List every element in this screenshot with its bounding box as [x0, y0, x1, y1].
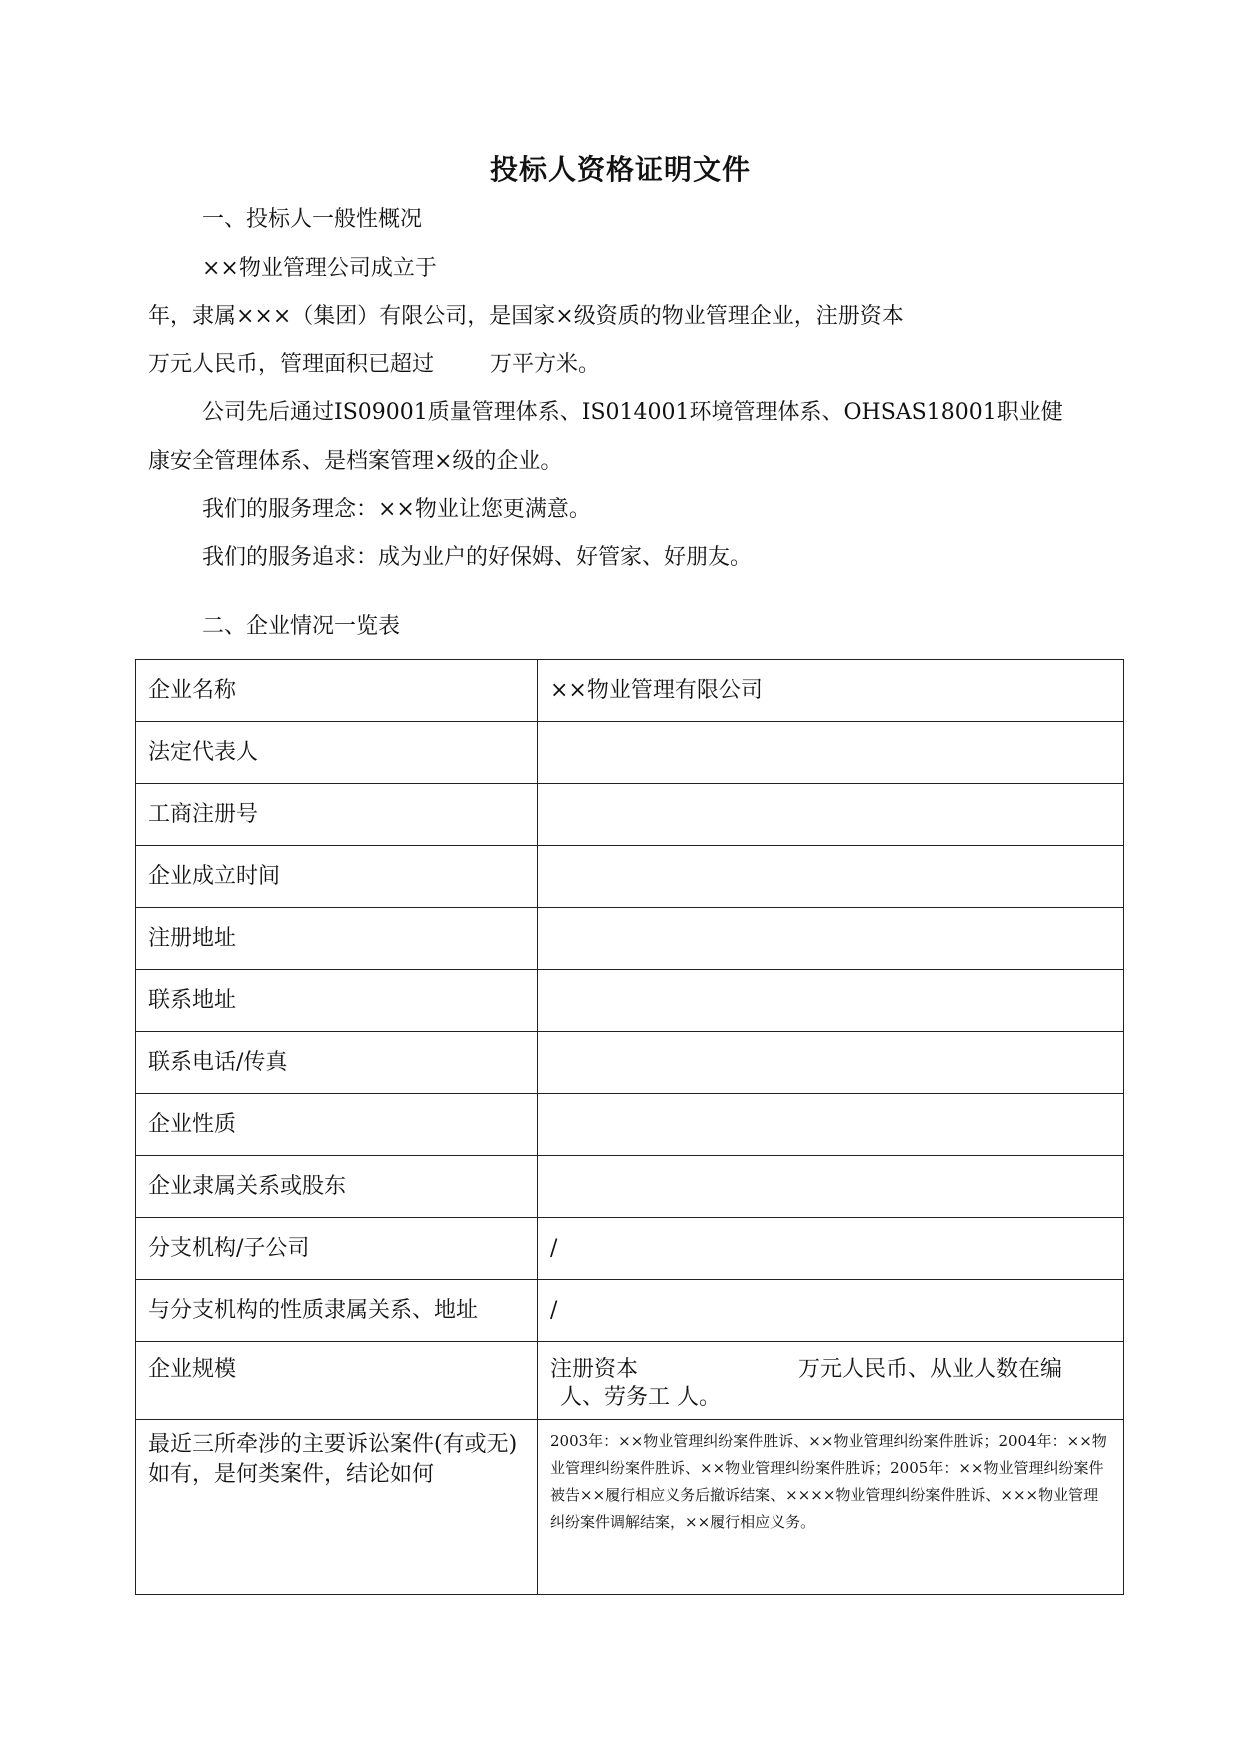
row-label: 联系地址: [136, 970, 538, 1032]
para4: 我们的服务追求：成为业户的好保姆、好管家、好朋友。: [202, 545, 753, 570]
row-label: 企业成立时间: [136, 846, 538, 908]
row-label: 企业名称: [136, 660, 538, 722]
litigation-label: 最近三所牵涉的主要诉讼案件(有或无)如有，是何类案件，结论如何: [136, 1420, 538, 1595]
para2-line1: 公司先后通过IS09001质量管理体系、IS014001环境管理体系、OHSAS18001职业健: [202, 400, 1063, 425]
row-label: 注册地址: [136, 908, 538, 970]
row-label: 工商注册号: [136, 784, 538, 846]
row-label: 企业隶属关系或股东: [136, 1156, 538, 1218]
row-value: [538, 1094, 1124, 1156]
row-label: 与分支机构的性质隶属关系、地址: [136, 1280, 538, 1342]
row-value: [538, 1156, 1124, 1218]
table-row: [136, 1280, 1124, 1342]
table-row: [136, 784, 1124, 846]
table-row: [136, 1218, 1124, 1280]
row-value: [538, 784, 1124, 846]
para1-line1: ××物业管理公司成立于: [202, 256, 437, 281]
table-row-scale: [136, 1342, 1124, 1420]
row-value: /: [538, 1218, 1124, 1280]
scale-value-part2: 万元人民币、从业人数在编: [798, 1357, 1063, 1382]
section1-heading: 一、投标人一般性概况: [202, 207, 423, 232]
row-value: [538, 846, 1124, 908]
row-value: [538, 722, 1124, 784]
row-value: /: [538, 1280, 1124, 1342]
section2-heading: 二、企业情况一览表: [202, 614, 401, 639]
scale-label: 企业规模: [136, 1342, 538, 1420]
company-info-table: [135, 659, 1124, 1595]
table-body: [136, 660, 1124, 1595]
document-title: 投标人资格证明文件: [489, 153, 751, 186]
para1-line3b: 万平方米。: [490, 352, 601, 377]
scale-value: [538, 1342, 1124, 1420]
table-row-litigation: [136, 1420, 1124, 1595]
table-row: [136, 908, 1124, 970]
row-value: ××物业管理有限公司: [538, 660, 1124, 722]
table-row: [136, 1156, 1124, 1218]
row-value: [538, 970, 1124, 1032]
table-row: [136, 970, 1124, 1032]
table-row: [136, 722, 1124, 784]
row-label: 分支机构/子公司: [136, 1218, 538, 1280]
litigation-value: 2003年：××物业管理纠纷案件胜诉、××物业管理纠纷案件胜诉；2004年：××物业管理纠纷案件胜诉、××物业管理纠纷案件胜诉；2005年：××物业管理纠纷案件被告××履行相应义务后撤诉结案、××××物业管理纠纷案件胜诉、×××物业管理纠纷案件调解结案，××履行相应义务。: [538, 1420, 1124, 1595]
scale-value-part3: 人、劳务工 人。: [560, 1385, 721, 1410]
scale-value-part1: 注册资本: [550, 1357, 639, 1382]
table-row: [136, 846, 1124, 908]
row-label: 联系电话/传真: [136, 1032, 538, 1094]
row-label: 法定代表人: [136, 722, 538, 784]
para1-line2: 年，隶属×××（集团）有限公司，是国家×级资质的物业管理企业，注册资本: [148, 304, 904, 329]
para2-line2: 康安全管理体系、是档案管理×级的企业。: [148, 449, 563, 474]
row-value: [538, 1032, 1124, 1094]
para1-line3: [148, 350, 600, 380]
para3: 我们的服务理念：××物业让您更满意。: [202, 497, 591, 522]
row-value: [538, 908, 1124, 970]
row-label: 企业性质: [136, 1094, 538, 1156]
para1-line3a: 万元人民币，管理面积已超过: [148, 352, 435, 377]
table-row: [136, 1032, 1124, 1094]
table-row: [136, 660, 1124, 722]
table-row: [136, 1094, 1124, 1156]
